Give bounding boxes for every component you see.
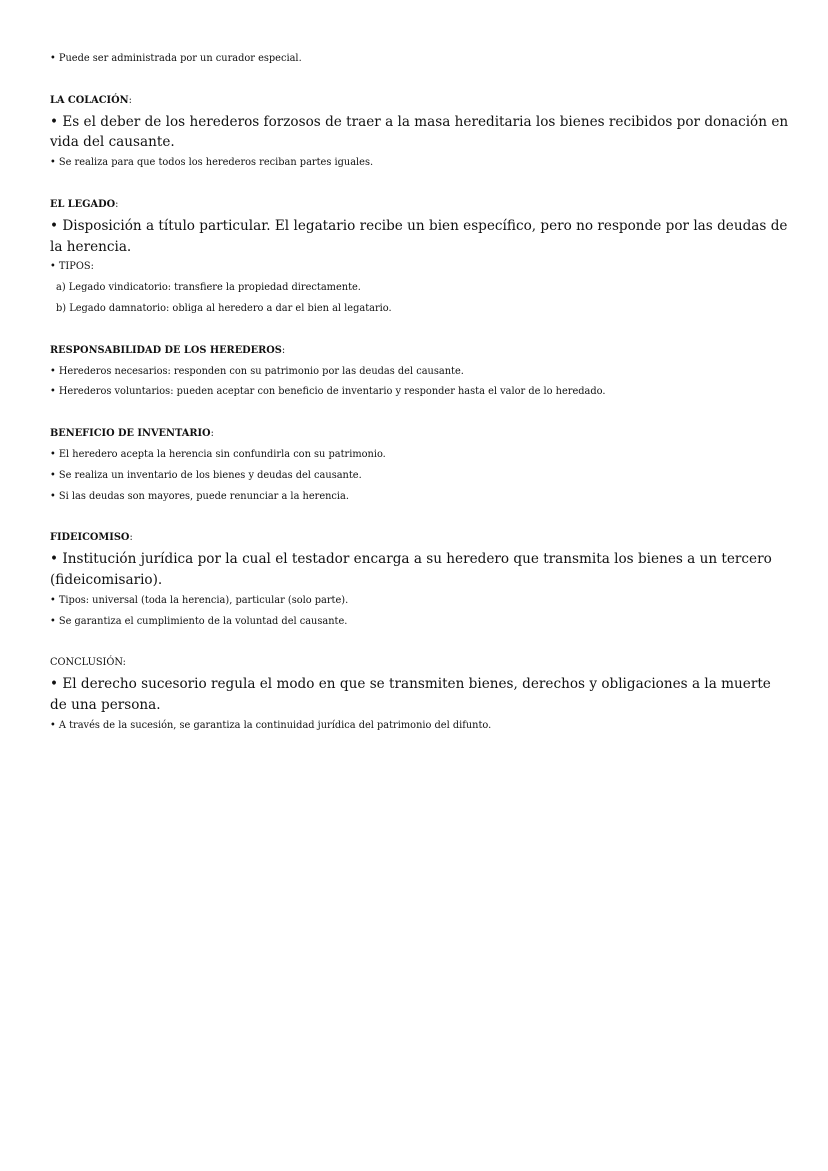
spacer	[50, 320, 790, 341]
spacer	[50, 174, 790, 195]
colacion-item-1: • Es el deber de los herederos forzosos de traer a la masa hereditaria los bienes recibidos por donación en vida del causante.	[50, 113, 789, 151]
beneficio-title: BENEFICIO DE INVENTARIO	[50, 428, 211, 440]
legado-colon: :	[115, 198, 119, 210]
document-page	[50, 49, 790, 737]
legado-tipo-a: a) Legado vindicatorio: transfiere la propiedad directamente.	[56, 282, 361, 294]
colacion-colon: :	[128, 94, 132, 106]
colacion-title: LA COLACIÓN	[50, 94, 129, 106]
beneficio-heading	[50, 424, 790, 445]
beneficio-item-2: • Se realiza un inventario de los bienes y deudas del causante.	[50, 469, 362, 481]
beneficio-colon: :	[210, 428, 214, 440]
conclusion-item-1: • El derecho sucesorio regula el modo en que se transmiten bienes, derechos y obligaciones a la muerte de una persona.	[50, 676, 771, 713]
fideicomiso-colon: :	[129, 532, 133, 544]
legado-title: EL LEGADO	[50, 198, 116, 210]
conclusion-item-2: • A través de la sucesión, se garantiza la continuidad jurídica del patrimonio del difunto.	[50, 719, 492, 731]
conclusion-heading: CONCLUSIÓN:	[50, 657, 126, 669]
fideicomiso-item-3: • Se garantiza el cumplimiento de la voluntad del causante.	[50, 615, 348, 627]
fideicomiso-item-2: • Tipos: universal (toda la herencia), particular (solo parte).	[50, 594, 349, 606]
beneficio-item-3: • Si las deudas son mayores, puede renunciar a la herencia.	[50, 490, 349, 502]
colacion-heading	[50, 91, 790, 112]
legado-item-1: • Disposición a título particular. El legatario recibe un bien específico, pero no responde por las deudas de la herencia.	[50, 217, 788, 255]
spacer	[50, 632, 790, 653]
fideicomiso-item-1: • Institución jurídica por la cual el testador encarga a su heredero que transmita los bienes a un tercero (fideicomisario).	[50, 551, 772, 588]
fideicomiso-heading	[50, 528, 790, 549]
legado-heading	[50, 195, 790, 216]
responsabilidad-colon: :	[281, 344, 286, 356]
responsabilidad-item-2: • Herederos voluntarios: pueden aceptar con beneficio de inventario y responder hasta el valor de lo heredado.	[50, 386, 606, 398]
fideicomiso-title: FIDEICOMISO	[50, 532, 130, 544]
responsabilidad-heading	[50, 341, 790, 362]
spacer	[50, 403, 790, 424]
beneficio-item-1: • El heredero acepta la herencia sin confundirla con su patrimonio.	[50, 448, 386, 460]
legado-tipos: • TIPOS:	[50, 261, 94, 273]
spacer	[50, 70, 790, 91]
legado-tipo-b: b) Legado damnatorio: obliga al heredero a dar el bien al legatario.	[56, 302, 392, 314]
responsabilidad-item-1: • Herederos necesarios: responden con su patrimonio por las deudas del causante.	[50, 365, 464, 377]
spacer	[50, 507, 790, 528]
responsabilidad-title: RESPONSABILIDAD DE LOS HEREDEROS	[50, 344, 282, 356]
intro-curador-item: • Puede ser administrada por un curador especial.	[50, 53, 302, 64]
colacion-item-2: • Se realiza para que todos los herederos reciban partes iguales.	[50, 157, 374, 169]
